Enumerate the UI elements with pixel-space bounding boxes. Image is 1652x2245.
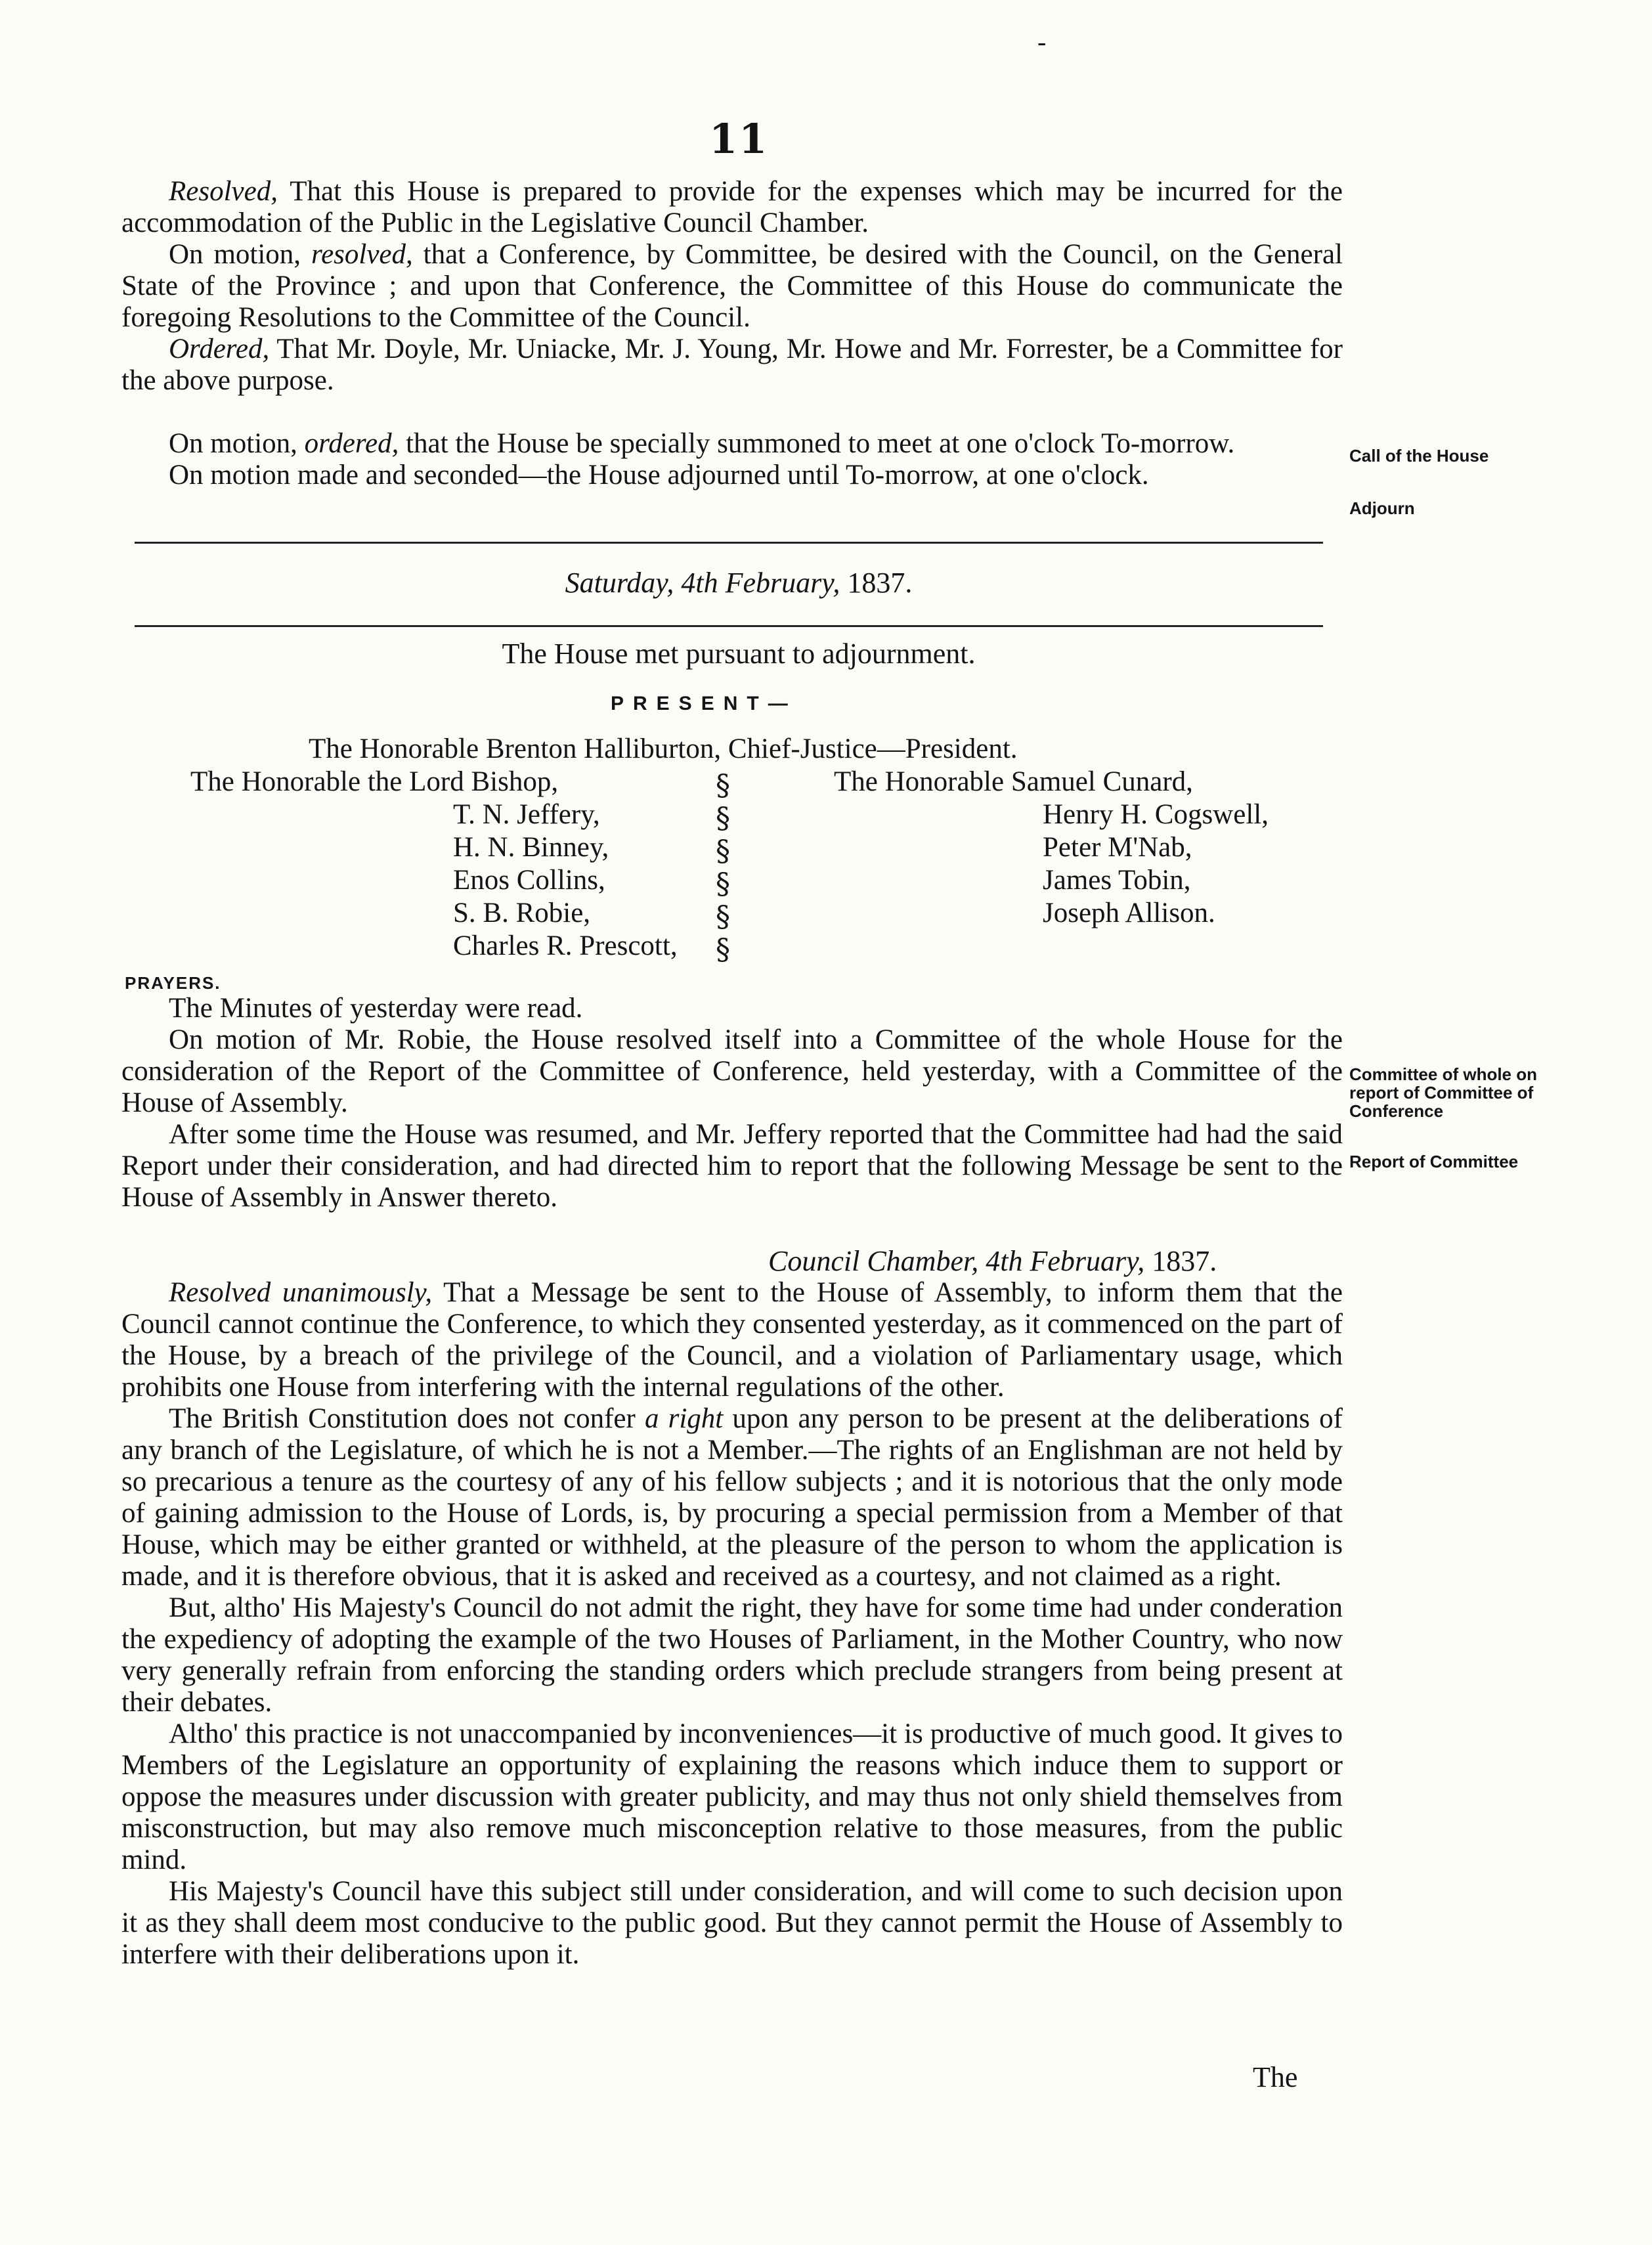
member-right: Henry H. Cogswell,	[1043, 799, 1269, 830]
section-mark: §	[716, 933, 730, 967]
divider	[135, 625, 1323, 627]
prayers-label: PRAYERS.	[125, 973, 221, 993]
message-paragraph: His Majesty's Council have this subject still under consideration, and will come to such decision upon it as they shall deem most conducive to the public good. But they cannot permit the House of Assembly to interfere with their deliberations upon it.	[121, 1876, 1343, 1970]
member-left: Charles R. Prescott,	[453, 930, 678, 961]
section-mark: §	[716, 802, 730, 835]
member-left: Enos Collins,	[453, 865, 605, 896]
member-right: Peter M'Nab,	[1043, 832, 1192, 863]
session-date: Saturday, 4th February, 1837.	[565, 567, 913, 599]
message-paragraph: But, altho' His Majesty's Council do not admit the right, they have for some time had under conderation the expediency of adopting the example of the two Houses of Parliament, in the Mother Country, who now very generally refrain from enforcing the standing orders which preclude strangers from being present at their debates.	[121, 1592, 1343, 1718]
report-paragraph: After some time the House was resumed, and Mr. Jeffery reported that the Committee had had the said Report under their consideration, and had directed him to report that the following Message be sent to the House of Assembly in Answer thereto.	[121, 1119, 1343, 1213]
call-of-house-block	[121, 428, 1343, 491]
message-paragraph: Altho' this practice is not unaccompanied by inconveniences—it is productive of much good. It gives to Members of the Legislature an opportunity of explaining the reasons which induce them to support or oppose the measures under discussion with greater publicity, and may thus not only shield themselves from misconstruction, but may also remove much misconception relative to those measures, from the public mind.	[121, 1718, 1343, 1875]
margin-note-committee: Committee of whole on report of Committee of Conference	[1349, 1064, 1537, 1121]
section-mark: §	[716, 900, 730, 934]
divider	[135, 542, 1323, 544]
margin-note-adjourn: Adjourn	[1349, 498, 1415, 518]
message-paragraph: The British Constitution does not confer a right upon any person to be present at the deliberations of any branch of the Legislature, of which he is not a Member.—The rights of an Englishman are not held by so precarious a tenure as the courtesy of any of his fellow subjects ; and it is notorious that the only mode of gaining admission to the House of Lords, is, by procuring a special permission from a Member of that House, which may be either granted or withheld, at the pleasure of the person to whom the application is made, and it is therefore obvious, that it is asked and received as a courtesy, and not claimed as a right.	[121, 1403, 1343, 1592]
section-mark: §	[716, 769, 730, 802]
member-right: Joseph Allison.	[1043, 898, 1215, 928]
member-left: T. N. Jeffery,	[453, 799, 600, 830]
council-message	[121, 1277, 1343, 1971]
page-number: 11	[709, 115, 769, 163]
committee-paragraph: On motion of Mr. Robie, the House resolved itself into a Committee of the whole House for the consideration of the Report of the Committee of Conference, held yesterday, with a Committee of the House of Assembly.	[121, 1024, 1343, 1118]
catchword: The	[1253, 2061, 1298, 2093]
top-mark: -	[1037, 27, 1047, 56]
president-line: The Honorable Brenton Halliburton, Chief-Justice—President.	[309, 733, 1018, 764]
house-met: The House met pursuant to adjournment.	[502, 638, 976, 670]
message-paragraph: Resolved unanimously, That a Message be sent to the House of Assembly, to inform them that the Council cannot continue the Conference, to which they consented yesterday, as it commenced on the part of the House, by a breach of the privilege of the Council, and a violation of Parliamentary usage, which prohibits one House from interfering with the internal regulations of the other.	[121, 1277, 1343, 1403]
margin-note-report: Report of Committee	[1349, 1152, 1519, 1171]
call-paragraph: On motion, ordered, that the House be specially summoned to meet at one o'clock To-morrow.	[169, 428, 1235, 459]
council-dateline: Council Chamber, 4th February, 1837.	[768, 1245, 1217, 1277]
adjourn-paragraph: On motion made and seconded—the House adjourned until To-morrow, at one o'clock.	[169, 460, 1149, 490]
margin-note-call: Call of the House	[1349, 446, 1489, 466]
present-label: PRESENT—	[611, 693, 797, 714]
section-mark: §	[716, 867, 730, 901]
member-left: The Honorable the Lord Bishop,	[190, 766, 559, 797]
resolution-paragraph: Resolved, That this House is prepared to provide for the expenses which may be incurred for the accommodation of the Public in the Legislative Council Chamber.	[121, 176, 1343, 238]
ordered-paragraph: Ordered, That Mr. Doyle, Mr. Uniacke, Mr. J. Young, Mr. Howe and Mr. Forrester, be a Committee for the above purpose.	[121, 334, 1343, 396]
member-right: James Tobin,	[1043, 865, 1191, 896]
top-resolutions	[121, 176, 1343, 397]
section-mark: §	[716, 835, 730, 868]
conference-paragraph: On motion, resolved, that a Conference, by Committee, be desired with the Council, on the General State of the Province ; and upon that Conference, the Committee of this House do communicate the foregoing Resolutions to the Committee of the Council.	[121, 239, 1343, 333]
member-right: The Honorable Samuel Cunard,	[834, 766, 1193, 797]
member-left: H. N. Binney,	[453, 832, 609, 863]
member-left: S. B. Robie,	[453, 898, 591, 928]
proceedings-block	[121, 993, 1343, 1213]
minutes-paragraph: The Minutes of yesterday were read.	[169, 993, 583, 1024]
